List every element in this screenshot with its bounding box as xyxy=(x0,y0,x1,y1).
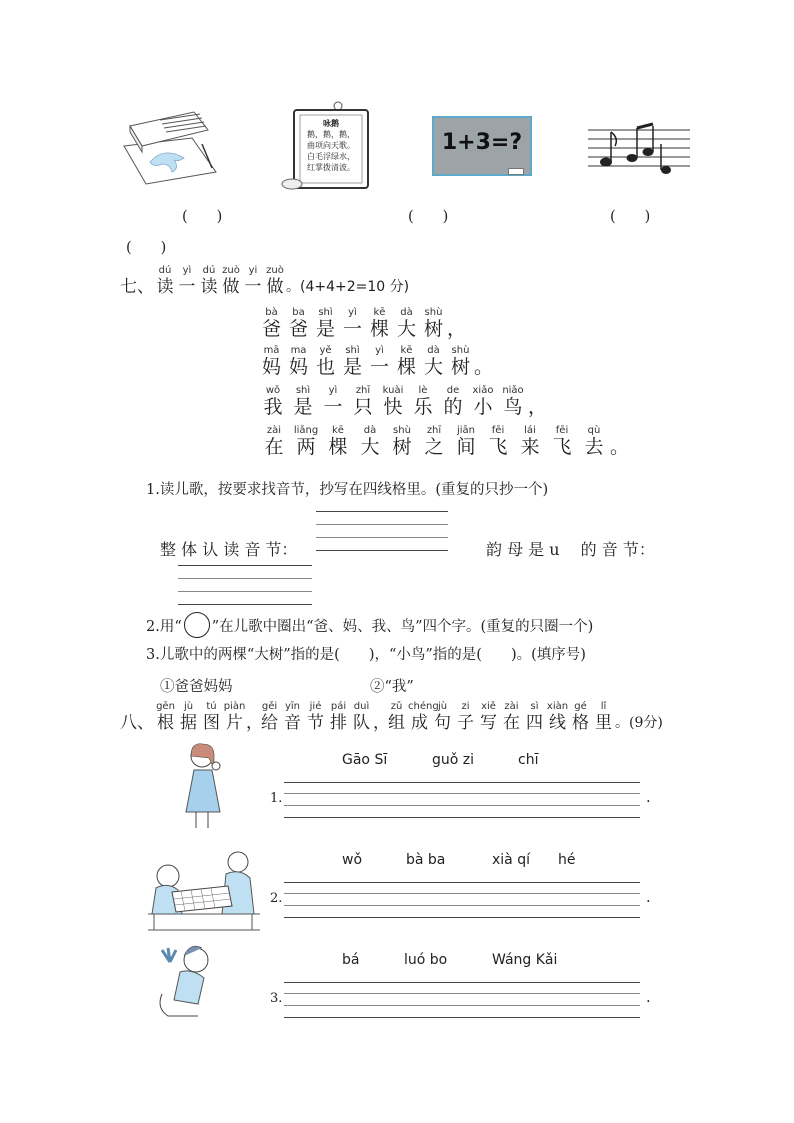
blackboard-equation: 1+3=? xyxy=(441,130,523,155)
pinyin: yīn xyxy=(284,701,301,712)
hanzi: 间 xyxy=(456,436,476,458)
hanzi: 树 xyxy=(450,356,470,378)
section-8-title xyxy=(120,702,663,734)
pinyin-char-pair xyxy=(514,426,546,458)
pinyin: jié xyxy=(309,701,322,712)
pinyin-char-pair xyxy=(477,702,500,734)
pinyin-char-pair xyxy=(264,266,286,298)
chess-playing-illustration xyxy=(146,848,262,932)
pinyin: dú xyxy=(202,265,216,276)
pinyin: yì xyxy=(375,345,384,356)
pinyin xyxy=(528,386,542,396)
pinyin-char-pair xyxy=(482,426,514,458)
hanzi: 片 xyxy=(226,713,243,733)
hanzi: 爸 xyxy=(261,318,281,340)
pinyin-char-pair xyxy=(569,702,592,734)
hanzi: ， xyxy=(373,713,390,733)
pinyin-char-pair xyxy=(348,386,378,418)
hanzi: 棵 xyxy=(396,356,416,378)
pinyin-char-pair xyxy=(312,346,339,378)
hanzi: 鸟 xyxy=(503,396,523,418)
hanzi: 也 xyxy=(315,356,335,378)
pinyin-char-pair xyxy=(450,426,482,458)
pinyin-word-card[interactable]: guǒ zi xyxy=(432,752,475,768)
answer-blank-3[interactable]: ( ) xyxy=(610,209,651,225)
pinyin xyxy=(474,346,488,356)
pinyin-char-pair xyxy=(281,702,304,734)
pinyin-char-pair xyxy=(288,386,318,418)
pinyin: zǔ xyxy=(390,701,403,712)
hanzi: 做 xyxy=(222,277,240,297)
line-end-period: . xyxy=(646,790,651,806)
hanzi: 子 xyxy=(457,713,474,733)
pinyin-char-pair xyxy=(408,701,439,734)
pinyin-char-pair xyxy=(366,308,393,340)
pinyin-char-pair xyxy=(420,308,447,340)
section-8-score: 。(9分) xyxy=(615,715,663,731)
poem-board-illustration xyxy=(280,100,372,192)
answer-blank-4[interactable]: ( ) xyxy=(126,240,167,256)
pinyin: zhī xyxy=(355,385,371,396)
hanzi: 据 xyxy=(180,713,197,733)
pinyin: jiān xyxy=(456,425,476,436)
pinyin xyxy=(246,702,258,712)
question-7-1: 1.读儿歌，按要求找音节，抄写在四线格里。(重复的只抄一个) xyxy=(146,482,549,498)
hanzi: 给 xyxy=(261,713,278,733)
hanzi: 小 xyxy=(473,396,493,418)
pinyin-char-pair xyxy=(154,266,176,298)
pinyin-char-pair xyxy=(385,702,408,734)
item-number: 3. xyxy=(270,991,283,1006)
pinyin: lǐ xyxy=(600,701,607,712)
option-1: ①爸爸妈妈 xyxy=(160,679,233,695)
label-whole-syllable: 整 体 认 读 音 节： xyxy=(160,540,298,559)
hanzi: 爸 xyxy=(288,318,308,340)
pinyin: zài xyxy=(266,425,282,436)
question-7-2-before: 2.用“ xyxy=(146,618,182,635)
hanzi: ， xyxy=(447,318,467,340)
pinyin: yi xyxy=(248,265,258,276)
pinyin: gé xyxy=(574,701,587,712)
pinyin-word-card[interactable]: chī xyxy=(518,752,539,768)
poem-line xyxy=(258,307,467,340)
label-final-u: 韵 母 是 u 的 音 节： xyxy=(486,540,655,559)
hanzi: 是 xyxy=(293,396,313,418)
hanzi: 一 xyxy=(323,396,343,418)
hanzi: 。 xyxy=(610,436,630,458)
pinyin-char-pair xyxy=(304,702,327,734)
pinyin-char-pair xyxy=(285,308,312,340)
pinyin: chéng xyxy=(408,701,439,712)
pinyin: yì xyxy=(182,265,192,276)
pinyin: gēn xyxy=(156,701,175,712)
pinyin: piàn xyxy=(223,701,246,712)
pinyin-word-card[interactable]: Wáng Kǎi xyxy=(492,952,558,968)
pinyin-char-pair xyxy=(322,426,354,458)
hanzi: 只 xyxy=(353,396,373,418)
pinyin: ma xyxy=(290,345,307,356)
hanzi: 飞 xyxy=(488,436,508,458)
hanzi: 妈 xyxy=(261,356,281,378)
pinyin: zuò xyxy=(266,265,284,276)
music-notes-illustration xyxy=(586,120,692,178)
pinyin-char-pair xyxy=(420,346,447,378)
hanzi: 是 xyxy=(342,356,362,378)
pinyin: pái xyxy=(330,701,347,712)
pinyin-char-pair xyxy=(176,266,198,298)
hanzi: 乐 xyxy=(413,396,433,418)
hanzi: 飞 xyxy=(552,436,572,458)
item-number: 1. xyxy=(270,791,283,806)
pinyin-char-pair xyxy=(339,346,366,378)
hanzi: 节 xyxy=(307,713,324,733)
girl-eating-illustration xyxy=(178,742,228,830)
pinyin-char-pair xyxy=(474,346,494,378)
hanzi: 句 xyxy=(434,713,451,733)
pinyin xyxy=(610,426,624,436)
pinyin-char-pair xyxy=(546,426,578,458)
hanzi: 。 xyxy=(474,356,494,378)
hanzi: 来 xyxy=(520,436,540,458)
question-7-2 xyxy=(146,612,593,638)
pinyin-char-pair xyxy=(327,702,350,734)
poem-board-line: 鹅，鹅，鹅， xyxy=(307,130,355,139)
pinyin-char-pair xyxy=(258,702,281,734)
hanzi: 格 xyxy=(572,713,589,733)
hanzi: 读 xyxy=(200,277,218,297)
hanzi: 两 xyxy=(296,436,316,458)
pinyin-char-pair xyxy=(393,346,420,378)
hanzi: 一 xyxy=(369,356,389,378)
poem-line xyxy=(258,385,548,418)
pinyin: yì xyxy=(348,307,357,318)
pencil-box-dolphin-illustration xyxy=(120,104,220,186)
hanzi: 一 xyxy=(342,318,362,340)
pinyin-char-pair xyxy=(447,308,467,340)
pinyin-char-pair xyxy=(373,702,390,734)
poem-board-line: 红掌拨清波。 xyxy=(307,163,355,172)
pinyin: yì xyxy=(328,385,338,396)
pinyin: kuài xyxy=(382,385,404,396)
hanzi: ， xyxy=(246,713,263,733)
pinyin: ba xyxy=(292,307,305,318)
hanzi: 四 xyxy=(526,713,543,733)
hanzi: 成 xyxy=(411,713,428,733)
hanzi: 是 xyxy=(315,318,335,340)
question-7-2-after: ”在儿歌中圈出“爸、妈、我、鸟”四个字。(重复的只圈一个) xyxy=(211,618,594,635)
pinyin: shù xyxy=(451,345,470,356)
pinyin: shù xyxy=(424,307,443,318)
pinyin-word-card[interactable]: hé xyxy=(558,852,576,868)
line-end-period: . xyxy=(646,990,651,1006)
pinyin: de xyxy=(446,385,460,396)
hanzi: 读 xyxy=(156,277,174,297)
section-7-score: 。(4+4+2=10 分) xyxy=(286,279,410,295)
pinyin: duì xyxy=(353,701,370,712)
pinyin-char-pair xyxy=(154,702,177,734)
pinyin: dà xyxy=(363,425,377,436)
pinyin: dà xyxy=(400,307,413,318)
pinyin: shì xyxy=(345,345,360,356)
poem-line xyxy=(258,425,630,458)
section-8-prefix: 八、 xyxy=(120,713,154,733)
pinyin: tú xyxy=(206,701,217,712)
hanzi: 棵 xyxy=(369,318,389,340)
pinyin: sì xyxy=(530,701,539,712)
pinyin: lè xyxy=(418,385,428,396)
pinyin-char-pair xyxy=(454,702,477,734)
pinyin: shì xyxy=(295,385,311,396)
hanzi: 一 xyxy=(178,277,196,297)
hanzi: 在 xyxy=(503,713,520,733)
pinyin-char-pair xyxy=(285,346,312,378)
pulling-radish-illustration xyxy=(150,942,222,1022)
hanzi: 根 xyxy=(157,713,174,733)
pinyin-word-card[interactable]: bà ba xyxy=(406,852,446,868)
section-7-title xyxy=(120,266,409,298)
pinyin: yě xyxy=(319,345,332,356)
hanzi: 的 xyxy=(443,396,463,418)
pinyin-char-pair xyxy=(258,426,290,458)
pinyin-char-pair xyxy=(386,426,418,458)
pinyin-char-pair xyxy=(339,308,366,340)
option-2: ②“我” xyxy=(370,679,414,695)
poem-board-line: 白毛浮绿水， xyxy=(307,152,355,161)
pinyin-char-pair xyxy=(220,266,242,298)
hanzi: 大 xyxy=(423,356,443,378)
pinyin-word-card[interactable]: luó bo xyxy=(404,952,448,968)
line-end-period: . xyxy=(646,890,651,906)
pinyin-char-pair xyxy=(431,702,454,734)
hanzi: 在 xyxy=(264,436,284,458)
pinyin: niǎo xyxy=(502,385,524,396)
pinyin-char-pair xyxy=(498,386,528,418)
question-7-3: 3.儿歌中的两棵“大树”指的是( )，“小鸟”指的是( )。(填序号) xyxy=(146,647,586,663)
pinyin: zi xyxy=(461,701,470,712)
pinyin: gěi xyxy=(261,701,278,712)
hanzi: 组 xyxy=(388,713,405,733)
hanzi: 之 xyxy=(424,436,444,458)
pinyin: qù xyxy=(587,425,601,436)
pinyin-char-pair xyxy=(223,702,246,734)
hanzi: 大 xyxy=(396,318,416,340)
pinyin-char-pair xyxy=(500,702,523,734)
pinyin-char-pair xyxy=(246,702,263,734)
hanzi: 树 xyxy=(423,318,443,340)
pinyin-char-pair xyxy=(408,386,438,418)
pinyin-char-pair xyxy=(610,426,630,458)
hanzi: 妈 xyxy=(288,356,308,378)
hanzi: 一 xyxy=(244,277,262,297)
pinyin: jù xyxy=(183,701,194,712)
pinyin-char-pair xyxy=(393,308,420,340)
poem-line xyxy=(258,345,494,378)
pinyin: xiě xyxy=(481,701,496,712)
hanzi: 音 xyxy=(284,713,301,733)
pinyin: fēi xyxy=(491,425,505,436)
pinyin: fēi xyxy=(555,425,569,436)
pinyin: dà xyxy=(427,345,440,356)
pinyin-char-pair xyxy=(198,266,220,298)
circle-icon xyxy=(184,612,210,638)
pinyin xyxy=(373,702,385,712)
hanzi: 图 xyxy=(203,713,220,733)
pinyin: kē xyxy=(400,345,413,356)
pinyin-char-pair xyxy=(177,702,200,734)
pinyin-char-pair xyxy=(318,386,348,418)
pinyin: zài xyxy=(504,701,519,712)
pinyin-char-pair xyxy=(523,702,546,734)
answer-blank-1[interactable]: ( ) xyxy=(182,209,223,225)
item-number: 2. xyxy=(270,891,283,906)
pinyin: shì xyxy=(318,307,333,318)
hanzi: 线 xyxy=(549,713,566,733)
hanzi: ， xyxy=(528,396,548,418)
pinyin-char-pair xyxy=(418,426,450,458)
pinyin-char-pair xyxy=(200,702,223,734)
pinyin-char-pair xyxy=(350,702,373,734)
hanzi: 排 xyxy=(330,713,347,733)
hanzi: 我 xyxy=(263,396,283,418)
hanzi: 棵 xyxy=(328,436,348,458)
poem-board-title: 咏鹅 xyxy=(323,118,339,128)
pinyin-char-pair xyxy=(366,346,393,378)
pinyin-char-pair xyxy=(258,386,288,418)
pinyin-word-card[interactable]: bá xyxy=(342,952,360,968)
section-7-prefix: 七、 xyxy=(120,277,154,297)
pinyin-char-pair xyxy=(468,386,498,418)
pinyin-char-pair xyxy=(290,426,322,458)
pinyin-char-pair xyxy=(578,426,610,458)
poem-board-line: 曲项向天歌。 xyxy=(307,141,355,150)
pinyin: kē xyxy=(332,425,344,436)
blackboard-illustration xyxy=(432,116,536,180)
hanzi: 写 xyxy=(480,713,497,733)
pinyin: dú xyxy=(158,265,172,276)
hanzi: 树 xyxy=(392,436,412,458)
pinyin-word-card[interactable]: Gāo Sī xyxy=(342,752,388,768)
pinyin: kē xyxy=(373,307,386,318)
pinyin xyxy=(447,308,461,318)
pinyin: zuò xyxy=(222,265,240,276)
hanzi: 快 xyxy=(383,396,403,418)
pinyin-char-pair xyxy=(438,386,468,418)
pinyin: liǎng xyxy=(293,425,319,436)
pinyin-char-pair xyxy=(258,308,285,340)
answer-blank-2[interactable]: ( ) xyxy=(408,209,449,225)
pinyin-char-pair xyxy=(258,346,285,378)
pinyin: bà xyxy=(265,307,278,318)
pinyin-char-pair xyxy=(528,386,548,418)
pinyin: jù xyxy=(437,701,448,712)
pinyin: lái xyxy=(524,425,536,436)
pinyin-char-pair xyxy=(242,266,264,298)
pinyin-char-pair xyxy=(546,702,569,734)
pinyin: xiǎo xyxy=(472,385,494,396)
pinyin-word-card[interactable]: xià qí xyxy=(492,852,530,868)
hanzi: 里 xyxy=(595,713,612,733)
pinyin-word-card[interactable]: wǒ xyxy=(342,852,363,868)
pinyin: xiàn xyxy=(546,701,569,712)
hanzi: 去 xyxy=(584,436,604,458)
hanzi: 队 xyxy=(353,713,370,733)
pinyin-char-pair xyxy=(312,308,339,340)
pinyin: wǒ xyxy=(265,385,281,396)
hanzi: 做 xyxy=(266,277,284,297)
pinyin-char-pair xyxy=(447,346,474,378)
hanzi: 大 xyxy=(360,436,380,458)
pinyin: shù xyxy=(393,425,411,436)
pinyin-char-pair xyxy=(592,702,615,734)
pinyin: zhī xyxy=(426,425,442,436)
pinyin: mā xyxy=(263,345,280,356)
pinyin-char-pair xyxy=(354,426,386,458)
pinyin-char-pair xyxy=(378,386,408,418)
